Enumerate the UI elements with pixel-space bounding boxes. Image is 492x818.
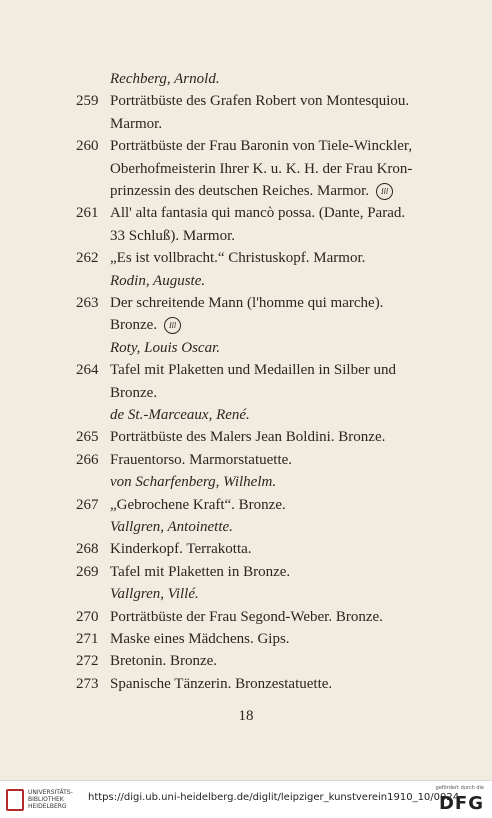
entry-number: 262 [76, 250, 99, 267]
entry-text: Oberhofmeisterin Ihrer K. u. K. H. der Frau Kron- [110, 160, 413, 177]
entry-number: 273 [76, 675, 99, 692]
artist-heading: Vallgren, Antoinette. [110, 519, 233, 535]
library-logo-icon[interactable] [6, 789, 24, 811]
entry-text: „Gebrochene Kraft“. Bronze. [110, 496, 286, 513]
artist-heading: von Scharfenberg, Wilhelm. [110, 474, 277, 491]
artist-heading: Rodin, Auguste. [110, 272, 206, 289]
entry-text: Porträtbüste der Frau Segond-Weber. Bronze. [110, 608, 383, 625]
dfg-logo[interactable]: DFG [438, 793, 484, 814]
library-name: UNIVERSITÄTS- BIBLIOTHEK HEIDELBERG [28, 789, 73, 810]
page-number: 18 [238, 708, 254, 724]
viewer-footer [0, 780, 492, 818]
funding-note: gefördert durch die [435, 785, 484, 791]
entry-number: 266 [76, 451, 99, 468]
entry-text: Spanische Tänzerin. Bronzestatuette. [110, 675, 333, 692]
entry-text: Porträtbüste des Grafen Robert von Montesquiou. [110, 93, 410, 110]
entry-text: Marmor. [110, 115, 163, 132]
entry-text: All' alta fantasia qui mancò possa. (Dante, Parad. [110, 205, 406, 222]
entry-text: Tafel mit Plaketten in Bronze. [110, 563, 291, 580]
artist-heading: Rechberg, Arnold. [110, 71, 220, 87]
entry-number: 264 [76, 362, 99, 379]
entry-number: 265 [76, 429, 99, 446]
entry-text: Maske eines Mädchens. Gips. [110, 631, 290, 647]
entry-number: 272 [76, 653, 99, 670]
entry-number: 271 [76, 631, 99, 647]
entry-text: Tafel mit Plaketten und Medaillen in Silber und [110, 362, 396, 379]
entry-number: 270 [76, 608, 99, 625]
permalink-url[interactable]: https://digi.ub.uni-heidelberg.de/diglit/leipziger_kunstverein1910_10/0024 [88, 792, 460, 803]
entry-text: Der schreitende Mann (l'homme qui marche). [110, 295, 384, 311]
entry-number: 260 [76, 138, 99, 155]
illustration-mark-icon: Ill [376, 183, 393, 200]
entry-text: Bretonin. Bronze. [110, 653, 218, 670]
artist-heading: Vallgren, Villé. [110, 586, 199, 603]
illustration-mark-icon: Ill [164, 317, 181, 334]
entry-text: Bronze. [110, 384, 158, 401]
entry-text: Frauentorso. Marmorstatuette. [110, 451, 293, 468]
artist-heading: Roty, Louis Oscar. [110, 339, 221, 356]
entry-number: 259 [76, 93, 99, 110]
entry-number: 268 [76, 541, 99, 558]
entry-number: 269 [76, 563, 99, 580]
entry-text: prinzessin des deutschen Reiches. Marmor. [110, 183, 370, 199]
entry-text: „Es ist vollbracht.“ Christuskopf. Marmor. [110, 250, 366, 267]
entry-number: 267 [76, 496, 99, 513]
artist-heading: de St.-Marceaux, René. [110, 407, 250, 423]
entry-number: 263 [76, 295, 99, 311]
entry-text: Porträtbüste des Malers Jean Boldini. Bronze. [110, 429, 386, 446]
entry-number: 261 [76, 205, 99, 222]
entry-text: Kinderkopf. Terrakotta. [110, 541, 252, 558]
entry-text: 33 Schluß). Marmor. [110, 227, 235, 244]
entry-text: Porträtbüste der Frau Baronin von Tiele-Winckler, [110, 138, 413, 155]
entry-text: Bronze. [110, 317, 158, 334]
